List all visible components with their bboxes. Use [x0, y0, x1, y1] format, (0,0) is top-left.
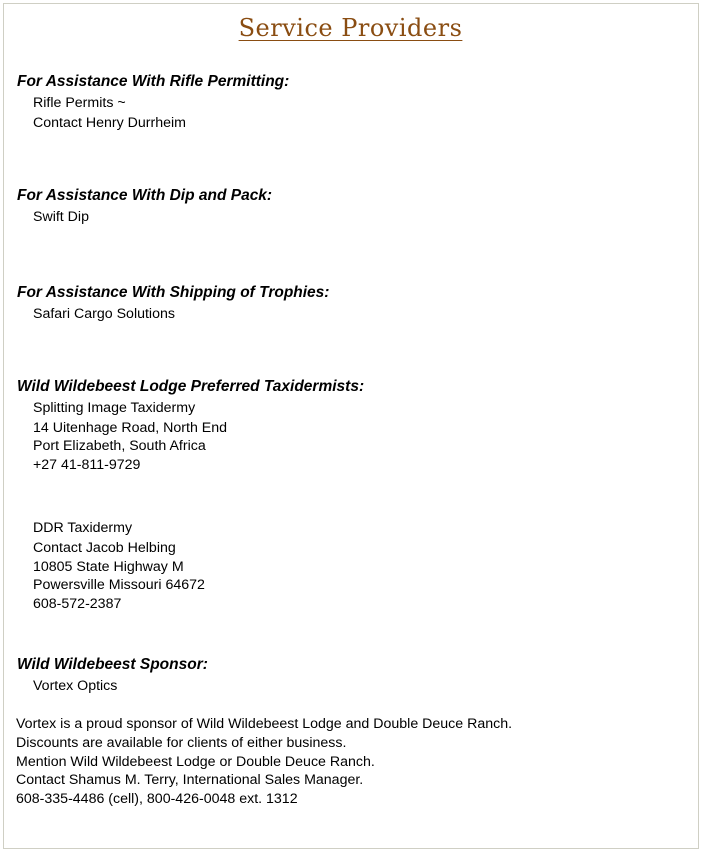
taxidermist-2-name: DDR Taxidermy	[33, 520, 133, 536]
heading-rifle-permitting: For Assistance With Rifle Permitting:	[17, 73, 290, 90]
page-title: Service Providers	[238, 14, 463, 42]
heading-dip-and-pack: For Assistance With Dip and Pack:	[17, 187, 273, 204]
rifle-permits-line: Rifle Permits ~	[33, 95, 126, 111]
sponsor-paragraph-line: Mention Wild Wildebeest Lodge or Double Deuce Ranch.	[16, 754, 375, 770]
taxidermist-1-phone: +27 41-811-9729	[33, 457, 141, 473]
sponsor-contact-phones: 608-335-4486 (cell), 800-426-0048 ext. 1312	[16, 791, 298, 807]
heading-taxidermists: Wild Wildebeest Lodge Preferred Taxidermists:	[17, 378, 365, 395]
taxidermist-1-name: Splitting Image Taxidermy	[33, 400, 196, 416]
shipping-provider-line: Safari Cargo Solutions	[33, 306, 175, 322]
sponsor-paragraph-line: Vortex is a proud sponsor of Wild Wildebeest Lodge and Double Deuce Ranch.	[16, 716, 513, 732]
dip-provider-line: Swift Dip	[33, 209, 89, 225]
taxidermist-2-city: Powersville Missouri 64672	[33, 577, 205, 593]
sponsor-paragraph-line: Discounts are available for clients of either business.	[16, 735, 347, 751]
sponsor-name-line: Vortex Optics	[33, 678, 118, 694]
sponsor-paragraph-line: Contact Shamus M. Terry, International Sales Manager.	[16, 772, 364, 788]
heading-sponsor: Wild Wildebeest Sponsor:	[17, 656, 208, 673]
taxidermist-1-city: Port Elizabeth, South Africa	[33, 438, 206, 454]
rifle-contact-line: Contact Henry Durrheim	[33, 115, 186, 131]
taxidermist-2-phone: 608-572-2387	[33, 596, 122, 612]
taxidermist-1-address: 14 Uitenhage Road, North End	[33, 420, 228, 436]
taxidermist-2-contact: Contact Jacob Helbing	[33, 540, 176, 556]
heading-shipping-trophies: For Assistance With Shipping of Trophies:	[17, 284, 330, 301]
taxidermist-2-address: 10805 State Highway M	[33, 559, 184, 575]
